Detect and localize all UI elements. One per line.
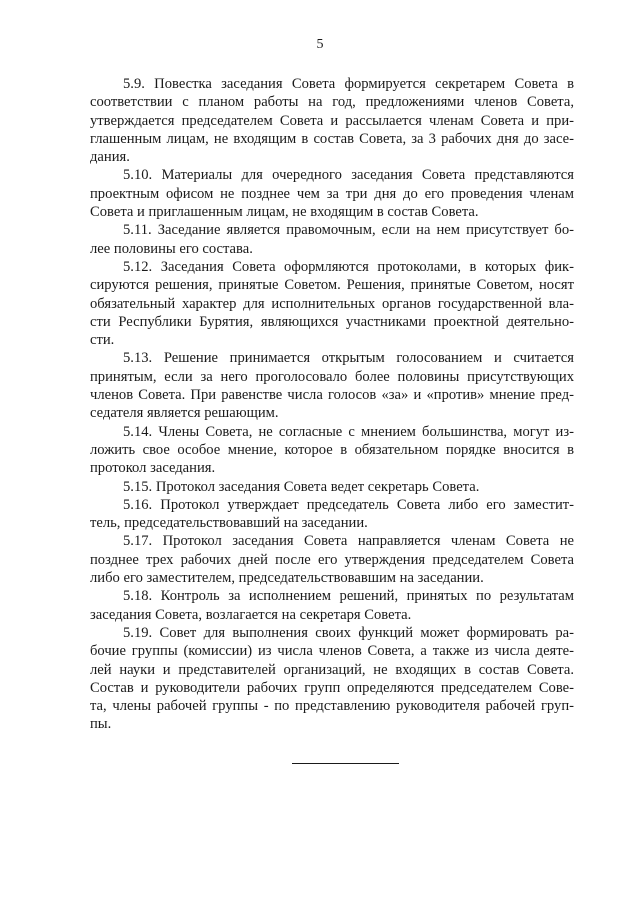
text-line: 5.10. Материалы для очередного заседания Совета представляются bbox=[123, 167, 574, 184]
text-line: сируются решения, принятые Советом. Решения, принятые Советом, носят bbox=[90, 277, 574, 294]
clause-5-9 bbox=[90, 75, 574, 166]
text-line: 5.15. Протокол заседания Совета ведет секретарь Совета. bbox=[123, 478, 480, 495]
text-line: соответствии с планом работы на год, предложениями членов Совета, bbox=[90, 94, 574, 111]
text-line: протокол заседания. bbox=[90, 460, 216, 477]
text-line: сти Республики Бурятия, являющихся участниками проектной деятельно- bbox=[90, 313, 574, 330]
clause-5-17 bbox=[90, 532, 574, 587]
document-body bbox=[90, 75, 574, 734]
text-line: та, члены рабочей группы - по представлению руководителя рабочей груп- bbox=[90, 698, 574, 715]
text-line: 5.16. Протокол утверждает председатель Совета либо его заместит- bbox=[123, 496, 574, 513]
text-line: заседания Совета, возлагается на секретаря Совета. bbox=[90, 606, 412, 623]
text-line: 5.11. Заседание является правомочным, если на нем присутствует бо- bbox=[123, 222, 574, 239]
page-number: 5 bbox=[316, 37, 324, 52]
text-line: бочие группы (комиссии) из числа членов Совета, а также из числа деяте- bbox=[90, 643, 574, 660]
text-line: 5.17. Протокол заседания Совета направляется членам Совета не bbox=[123, 533, 574, 550]
text-line: 5.19. Совет для выполнения своих функций может формировать ра- bbox=[123, 624, 574, 641]
clause-5-15 bbox=[90, 478, 574, 496]
clause-5-12 bbox=[90, 258, 574, 349]
text-line: сти. bbox=[90, 332, 115, 349]
text-line: Состав и руководители рабочих групп определяются председателем Сове- bbox=[90, 679, 574, 696]
text-line: 5.14. Члены Совета, не согласные с мнением большинства, могут из- bbox=[123, 423, 574, 440]
text-line: лее половины его состава. bbox=[90, 240, 253, 257]
text-line: утверждается председателем Совета и рассылается членам Совета и при- bbox=[90, 112, 574, 129]
text-line: дания. bbox=[90, 149, 130, 166]
text-line: принятым, если за него проголосовало более половины присутствующих bbox=[90, 368, 574, 385]
text-line: обязательный характер для исполнительных органов государственной вла- bbox=[90, 295, 574, 312]
clause-5-16 bbox=[90, 496, 574, 533]
clause-5-19 bbox=[90, 624, 574, 734]
text-line: 5.18. Контроль за исполнением решений, принятых по результатам bbox=[123, 588, 574, 605]
clause-5-18 bbox=[90, 587, 574, 624]
closing-rule bbox=[292, 763, 399, 764]
text-line: проектным офисом не позднее чем за три дня до его проведения членам bbox=[90, 185, 574, 202]
clause-5-11 bbox=[90, 221, 574, 258]
text-line: членов Совета. При равенстве числа голосов «за» и «против» мнение пред- bbox=[90, 387, 574, 404]
text-line: 5.9. Повестка заседания Совета формируется секретарем Совета в bbox=[123, 76, 574, 92]
text-line: позднее трех рабочих дней после его утверждения председателем Совета bbox=[90, 551, 574, 568]
text-line: ложить свое особое мнение, которое в обязательном порядке вносится в bbox=[90, 441, 574, 458]
text-line: 5.12. Заседания Совета оформляются протоколами, в которых фик- bbox=[123, 258, 574, 275]
text-line: лей науки и представителей организаций, не входящих в состав Совета. bbox=[90, 661, 574, 678]
text-line: Совета и приглашенным лицам, не входящим в состав Совета. bbox=[90, 204, 479, 221]
text-line: глашенным лицам, не входящим в состав Совета, за 3 рабочих дня до засе- bbox=[90, 130, 574, 147]
clause-5-13 bbox=[90, 349, 574, 422]
clause-5-14 bbox=[90, 423, 574, 478]
text-line: 5.13. Решение принимается открытым голосованием и считается bbox=[123, 350, 574, 367]
text-line: седателя является решающим. bbox=[90, 405, 279, 422]
text-line: либо его заместителем, председательствовавшим на заседании. bbox=[90, 570, 484, 587]
text-line: пы. bbox=[90, 716, 112, 733]
text-line: тель, председательствовавший на заседании. bbox=[90, 515, 368, 532]
clause-5-10 bbox=[90, 166, 574, 221]
